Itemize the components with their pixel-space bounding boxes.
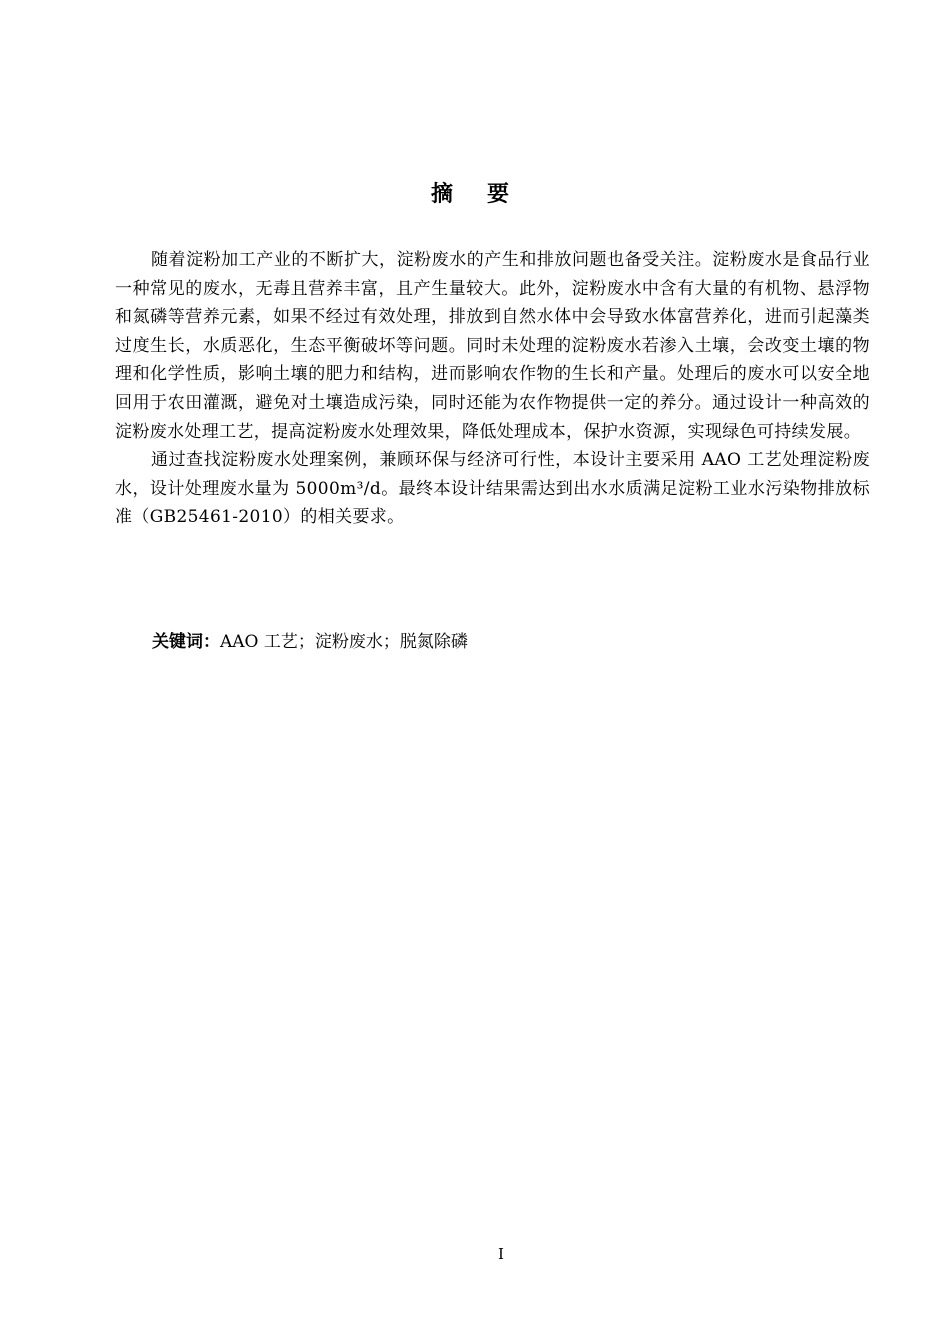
keywords-line bbox=[152, 628, 468, 656]
keywords-label: 关键词： bbox=[152, 632, 220, 652]
abstract-paragraph-2: 通过查找淀粉废水处理案例，兼顾环保与经济可行性，本设计主要采用 AAO 工艺处理淀粉废水，设计处理废水量为 5000m³/d。最终本设计结果需达到出水水质满足淀粉工业水污染物排放标准（GB25461-2010）的相关要求。 bbox=[115, 450, 870, 528]
abstract-title: 摘要 bbox=[430, 182, 543, 207]
page-number: I bbox=[498, 1245, 504, 1263]
abstract-paragraph-1: 随着淀粉加工产业的不断扩大，淀粉废水的产生和排放问题也备受关注。淀粉废水是食品行业一种常见的废水，无毒且营养丰富，且产生量较大。此外，淀粉废水中含有大量的有机物、悬浮物和氮磷等营养元素，如果不经过有效处理，排放到自然水体中会导致水体富营养化，进而引起藻类过度生长，水质恶化，生态平衡破坏等问题。同时未处理的淀粉废水若渗入土壤，会改变土壤的物理和化学性质，影响土壤的肥力和结构，进而影响农作物的生长和产量。处理后的废水可以安全地回用于农田灌溉，避免对土壤造成污染，同时还能为农作物提供一定的养分。通过设计一种高效的淀粉废水处理工艺，提高淀粉废水处理效果，降低处理成本，保护水资源，实现绿色可持续发展。 bbox=[115, 250, 870, 442]
abstract-body bbox=[115, 246, 870, 532]
keywords-text: AAO 工艺；淀粉废水；脱氮除磷 bbox=[220, 632, 468, 652]
